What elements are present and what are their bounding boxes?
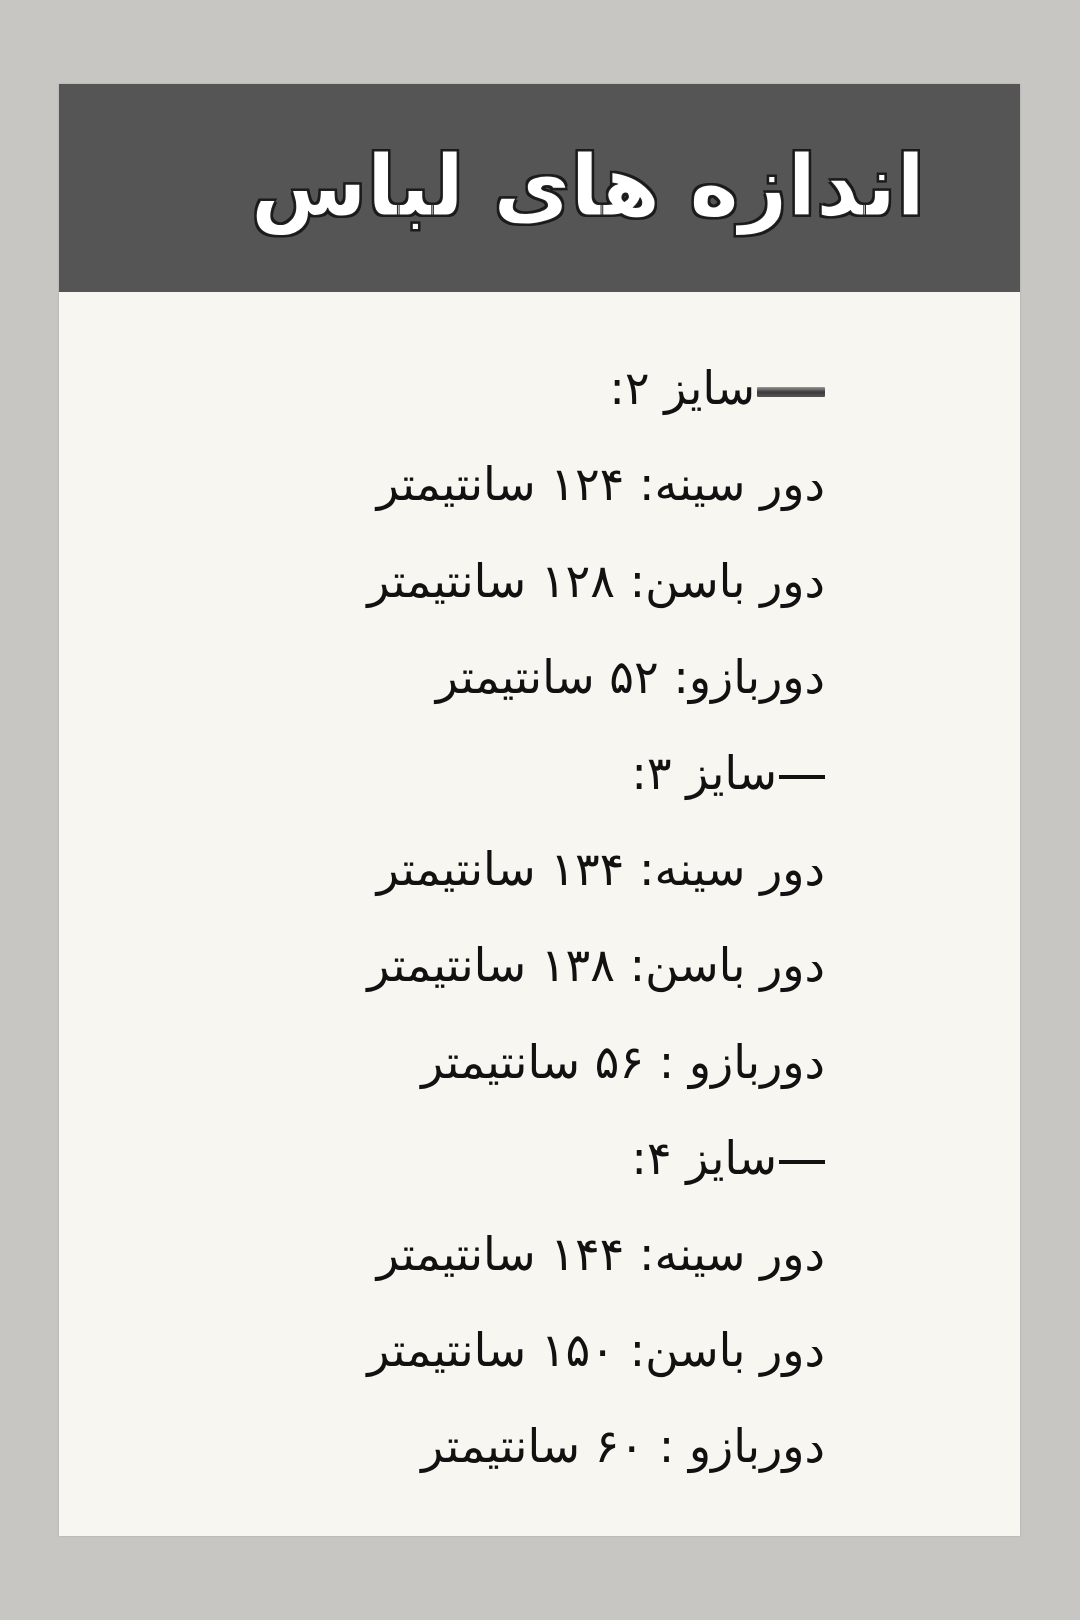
measurement-row: دور سینه: ۱۳۴ سانتیمتر — [376, 842, 825, 896]
page-title: اندازه های لباس — [250, 137, 925, 235]
measurement-row: دور سینه: ۱۴۴ سانتیمتر — [376, 1227, 825, 1281]
measurement-row: دور سینه: ۱۲۴ سانتیمتر — [376, 457, 825, 511]
measurement-row: دوربازو : ۵۶ سانتیمتر — [421, 1035, 825, 1089]
size-label: سایز ۴: — [631, 1131, 777, 1185]
title-banner — [59, 84, 1020, 292]
dash-icon — [779, 1160, 825, 1164]
measurement-row: دوربازو : ۶۰ سانتیمتر — [421, 1419, 825, 1473]
size-label: سایز ۲: — [609, 361, 755, 415]
size-chart-card — [59, 84, 1020, 1536]
size-label: سایز ۳: — [631, 746, 777, 800]
dash-icon — [779, 775, 825, 779]
dash-icon — [757, 387, 825, 397]
measurement-row: دور باسن: ۱۳۸ سانتیمتر — [367, 938, 825, 992]
size-list — [59, 292, 1020, 1536]
measurement-row: دور باسن: ۱۲۸ سانتیمتر — [367, 554, 825, 608]
measurement-row: دور باسن: ۱۵۰ سانتیمتر — [367, 1323, 825, 1377]
size-heading-3 — [631, 743, 825, 803]
size-heading-2 — [609, 358, 825, 418]
size-heading-4 — [631, 1128, 825, 1188]
measurement-row: دوربازو: ۵۲ سانتیمتر — [435, 650, 825, 704]
